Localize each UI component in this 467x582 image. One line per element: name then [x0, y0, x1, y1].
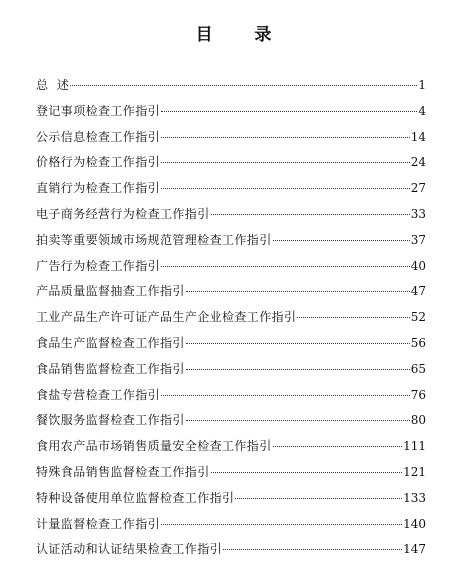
toc-leader-dots: [211, 472, 402, 473]
toc-entry[interactable]: [36, 464, 426, 490]
toc-entry[interactable]: [36, 516, 426, 542]
toc-leader-dots: [235, 498, 402, 499]
toc-leader-dots: [273, 446, 402, 447]
toc-leader-dots: [211, 214, 410, 215]
toc-leader-dots: [273, 240, 410, 241]
toc-entry[interactable]: [36, 283, 426, 309]
toc-leader-dots: [297, 317, 409, 318]
toc-entry-label: 登记事项检查工作指引: [36, 103, 161, 118]
toc-entry[interactable]: [36, 490, 426, 516]
toc-entry-label: 总 述: [36, 78, 70, 92]
toc-entry-page: 40: [410, 258, 426, 273]
toc-entry[interactable]: [36, 232, 426, 258]
toc-entry-label: 食用农产品市场销售质量安全检查工作指引: [36, 439, 272, 454]
toc-entry-page: 147: [403, 542, 426, 557]
toc-leader-dots: [223, 549, 402, 550]
toc-entry-label: 认证活动和认证结果检查工作指引: [36, 542, 223, 557]
toc-entry-label: 价格行为检查工作指引: [36, 155, 161, 170]
toc-entry-label: 特殊食品销售监督检查工作指引: [36, 464, 210, 479]
toc-leader-dots: [186, 291, 410, 292]
toc-entry-label: 食品销售监督检查工作指引: [36, 361, 185, 376]
toc-entry-label: 电子商务经营行为检查工作指引: [36, 206, 210, 221]
toc-entry-page: 80: [410, 413, 426, 428]
toc-entry-page: 4: [418, 103, 426, 118]
toc-entry[interactable]: [36, 77, 426, 103]
toc-entry-page: 140: [403, 516, 426, 531]
toc-entry-label: 产品质量监督抽查工作指引: [36, 284, 185, 299]
toc-entry[interactable]: [36, 206, 426, 232]
toc-entry-page: 24: [410, 155, 426, 170]
toc-leader-dots: [161, 162, 410, 163]
toc-entry-label: 餐饮服务监督检查工作指引: [36, 413, 185, 428]
toc-entry[interactable]: [36, 154, 426, 180]
toc-entry-page: 111: [403, 439, 426, 454]
toc-entry[interactable]: [36, 335, 426, 361]
toc-entry[interactable]: [36, 309, 426, 335]
toc-leader-dots: [70, 85, 417, 86]
toc-entry[interactable]: [36, 438, 426, 464]
toc-leader-dots: [161, 524, 402, 525]
toc-entry-label: 广告行为检查工作指引: [36, 258, 161, 273]
toc-entry-label: 特种设备使用单位监督检查工作指引: [36, 490, 235, 505]
toc-entry-page: 27: [410, 181, 426, 196]
toc-leader-dots: [161, 188, 410, 189]
toc-entry-page: 133: [403, 490, 426, 505]
toc-entry-page: 121: [403, 464, 426, 479]
toc-entry-page: 1: [418, 78, 426, 92]
toc-leader-dots: [161, 111, 417, 112]
toc-entry[interactable]: [36, 129, 426, 155]
toc-entry-page: 76: [410, 387, 426, 402]
toc-entry-page: 56: [410, 335, 426, 350]
toc-entry-label: 食盐专营检查工作指引: [36, 387, 161, 402]
toc-entry-page: 14: [410, 129, 426, 144]
toc-entry-label: 食品生产监督检查工作指引: [36, 335, 185, 350]
toc-entry[interactable]: [36, 180, 426, 206]
toc-entry[interactable]: [36, 387, 426, 413]
toc-leader-dots: [161, 395, 410, 396]
toc-entry-label: 工业产品生产许可证产品生产企业检查工作指引: [36, 310, 297, 325]
toc-entry-page: 47: [410, 284, 426, 299]
toc-leader-dots: [186, 420, 410, 421]
toc-leader-dots: [186, 343, 410, 344]
toc-entry-page: 37: [410, 232, 426, 247]
toc-entry-page: 65: [410, 361, 426, 376]
toc-entry-page: 33: [410, 206, 426, 221]
toc-entry-label: 拍卖等重要领域市场规范管理检查工作指引: [36, 232, 272, 247]
toc-leader-dots: [161, 137, 410, 138]
toc-entry-label: 公示信息检查工作指引: [36, 129, 161, 144]
table-of-contents: [36, 77, 426, 567]
toc-entry-label: 直销行为检查工作指引: [36, 181, 161, 196]
toc-entry[interactable]: [36, 258, 426, 284]
toc-entry-label: 计量监督检查工作指引: [36, 516, 161, 531]
toc-entry[interactable]: [36, 412, 426, 438]
toc-entry[interactable]: [36, 103, 426, 129]
toc-entry[interactable]: [36, 361, 426, 387]
toc-entry-page: 52: [410, 310, 426, 325]
toc-leader-dots: [161, 266, 410, 267]
toc-entry[interactable]: [36, 541, 426, 567]
toc-leader-dots: [186, 369, 410, 370]
page-title: 目 录: [195, 25, 282, 45]
